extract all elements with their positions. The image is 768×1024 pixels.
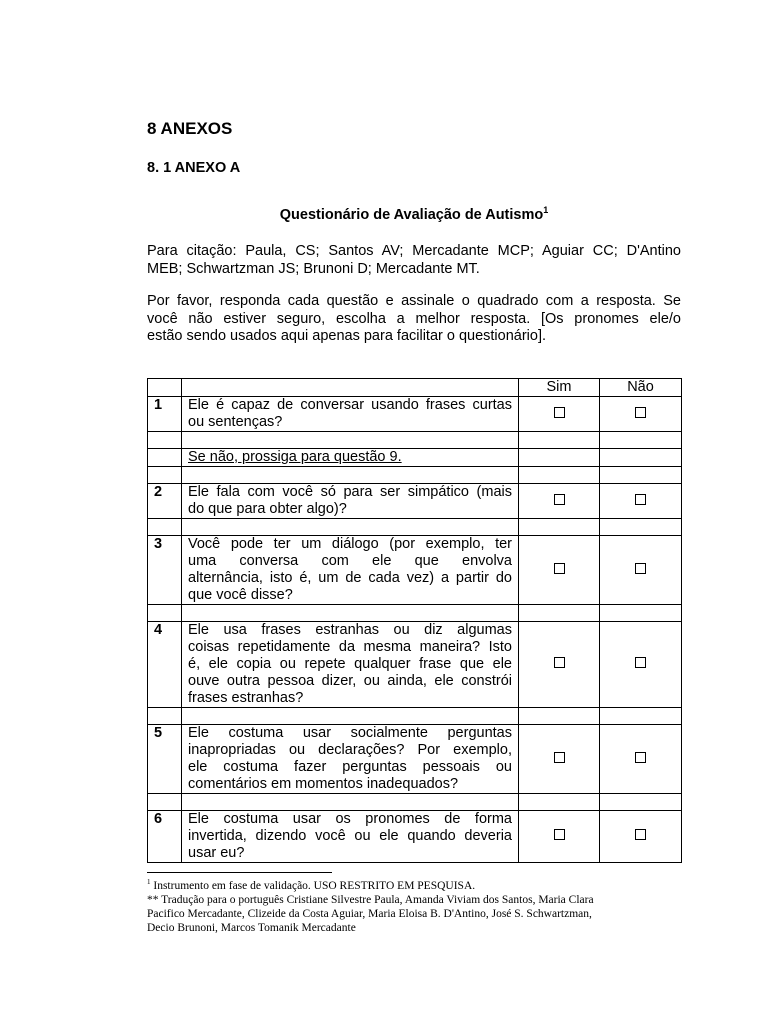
subsection-heading: 8. 1 ANEXO A — [147, 160, 241, 176]
no-cell[interactable] — [600, 725, 682, 794]
table-cell — [182, 379, 519, 397]
yes-cell[interactable] — [519, 725, 600, 794]
question-text — [182, 397, 519, 432]
question-line: Ele costuma usar os pronomes de forma — [188, 811, 512, 827]
question-number: 2 — [148, 484, 182, 519]
question-row — [148, 622, 682, 708]
footnote-2-line: ** Tradução para o português Cristiane Silvestre Paula, Amanda Viviam dos Santos, Maria Clara — [147, 894, 594, 906]
question-line: invertida, dizendo você ou ele quando deveria — [188, 828, 512, 844]
title-text: Questionário de Avaliação de Autismo — [279, 207, 544, 223]
question-line: ele costuma fazer perguntas pessoais ou — [188, 759, 512, 775]
title-footnote-mark: 1 — [543, 205, 549, 216]
question-line: inapropriadas ou declarações? Por exemplo, — [188, 742, 512, 758]
question-row — [148, 397, 682, 432]
no-checkbox[interactable] — [635, 407, 646, 418]
question-text — [182, 484, 519, 519]
question-line: coisas repetidamente da mesma maneira? Isto — [188, 639, 512, 655]
instructions-line: você não estiver seguro, escolha a melhor resposta. [Os pronomes ele/o — [147, 310, 681, 327]
spacer-row — [148, 519, 682, 536]
question-line: ou sentenças? — [188, 414, 283, 430]
no-cell[interactable] — [600, 536, 682, 605]
footnote-divider — [147, 872, 332, 873]
no-cell[interactable] — [600, 811, 682, 863]
citation-line: MEB; Schwartzman JS; Brunoni D; Mercadante MT. — [147, 260, 480, 277]
question-line: Ele usa frases estranhas ou diz algumas — [188, 622, 512, 638]
skip-instruction: Se não, prossiga para questão 9. — [188, 449, 402, 465]
section-heading: 8 ANEXOS — [147, 119, 233, 138]
question-row — [148, 484, 682, 519]
question-line: usar eu? — [188, 845, 245, 861]
footnote-1 — [147, 879, 687, 893]
question-text — [182, 622, 519, 708]
question-number: 1 — [148, 397, 182, 432]
question-line: comentários em momentos inadequados? — [188, 776, 459, 792]
question-line: frases estranhas? — [188, 690, 304, 706]
no-checkbox[interactable] — [635, 657, 646, 668]
yes-checkbox[interactable] — [554, 563, 565, 574]
question-number: 4 — [148, 622, 182, 708]
footnotes — [147, 879, 687, 935]
question-line: Ele é capaz de conversar usando frases curtas — [188, 397, 512, 413]
questionnaire-table — [147, 378, 682, 863]
question-number: 5 — [148, 725, 182, 794]
instructions-line: Por favor, responda cada questão e assinale o quadrado com a resposta. Se — [147, 293, 681, 309]
question-text — [182, 725, 519, 794]
no-cell[interactable] — [600, 484, 682, 519]
yes-checkbox[interactable] — [554, 494, 565, 505]
yes-cell[interactable] — [519, 811, 600, 863]
question-line: ouve outra pessoa dizer, ou ainda, ele constrói — [188, 673, 512, 689]
spacer-row — [148, 708, 682, 725]
column-header-no: Não — [600, 379, 682, 397]
question-line: do que para obter algo)? — [188, 501, 347, 517]
citation-line: Para citação: Paula, CS; Santos AV; Mercadante MCP; Aguiar CC; D'Antino — [147, 243, 681, 259]
question-line: Você pode ter um diálogo (por exemplo, ter — [188, 536, 512, 552]
footnote-mark: 1 — [147, 878, 151, 887]
footnote-1-text: Instrumento em fase de validação. USO RESTRITO EM PESQUISA. — [150, 880, 476, 892]
yes-checkbox[interactable] — [554, 657, 565, 668]
question-text — [182, 536, 519, 605]
spacer-row — [148, 605, 682, 622]
no-checkbox[interactable] — [635, 563, 646, 574]
question-line: alternância, isto é, um de cada vez) a partir do — [188, 570, 512, 586]
footnote-2-line: Pacifico Mercadante, Clizeide da Costa Aguiar, Maria Eloisa B. D'Antino, José S. Schwartzman, — [147, 908, 592, 920]
instructions-line: estão sendo usados aqui apenas para facilitar o questionário]. — [147, 328, 547, 344]
question-line: Ele costuma usar socialmente perguntas — [188, 725, 512, 741]
citation-paragraph — [147, 243, 681, 278]
yes-checkbox[interactable] — [554, 752, 565, 763]
column-header-yes: Sim — [519, 379, 600, 397]
yes-cell[interactable] — [519, 622, 600, 708]
question-text — [182, 811, 519, 863]
instructions-paragraph — [147, 293, 681, 346]
yes-checkbox[interactable] — [554, 407, 565, 418]
question-number: 3 — [148, 536, 182, 605]
no-cell[interactable] — [600, 622, 682, 708]
table-header-row — [148, 379, 682, 397]
yes-cell[interactable] — [519, 536, 600, 605]
no-checkbox[interactable] — [635, 752, 646, 763]
spacer-row — [148, 432, 682, 449]
question-number: 6 — [148, 811, 182, 863]
question-line: uma conversa com ele que envolva — [188, 553, 512, 569]
spacer-row — [148, 467, 682, 484]
yes-cell[interactable] — [519, 397, 600, 432]
yes-cell[interactable] — [519, 484, 600, 519]
question-row — [148, 725, 682, 794]
question-line: é, ele copia ou repete qualquer frase que ele — [188, 656, 512, 672]
footnote-2-line: Decio Brunoni, Marcos Tomanik Mercadante — [147, 922, 356, 934]
no-checkbox[interactable] — [635, 494, 646, 505]
no-cell[interactable] — [600, 397, 682, 432]
skip-instruction-row — [148, 449, 682, 467]
question-line: que você disse? — [188, 587, 293, 603]
yes-checkbox[interactable] — [554, 829, 565, 840]
questionnaire-title — [147, 207, 681, 223]
question-row — [148, 536, 682, 605]
no-checkbox[interactable] — [635, 829, 646, 840]
table-cell — [148, 379, 182, 397]
question-line: Ele fala com você só para ser simpático (mais — [188, 484, 512, 500]
spacer-row — [148, 794, 682, 811]
question-row — [148, 811, 682, 863]
